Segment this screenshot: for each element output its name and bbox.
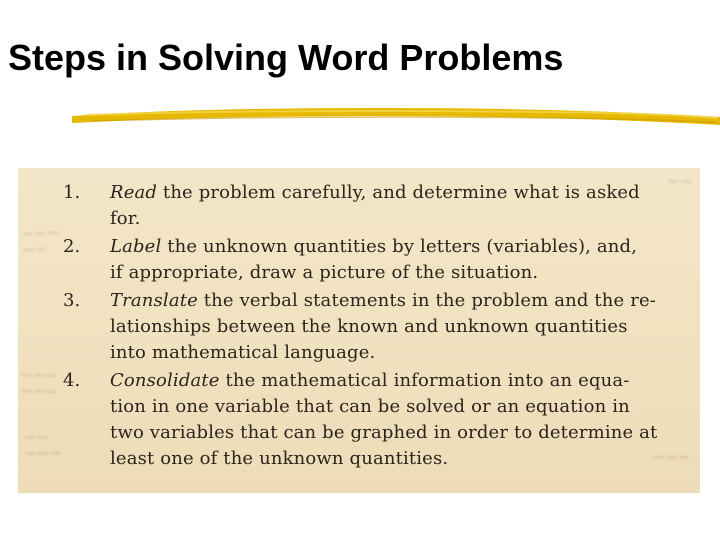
step-line: lationships between the known and unknown quantities bbox=[110, 316, 628, 337]
step-number: 4. bbox=[63, 370, 81, 391]
step-keyword: Read bbox=[110, 182, 158, 203]
step-number: 3. bbox=[63, 290, 81, 311]
step-text bbox=[110, 368, 690, 472]
step-item bbox=[18, 180, 700, 232]
slide-title: Steps in Solving Word Problems bbox=[8, 37, 564, 78]
bleed-through-mark: ∼∼∼ ∼∼∼ bbox=[19, 367, 58, 401]
bleed-through-mark: ∼∼∼ bbox=[652, 450, 690, 466]
step-item bbox=[18, 288, 700, 366]
step-line: into mathematical language. bbox=[110, 342, 376, 363]
step-line: for. bbox=[110, 208, 141, 229]
step-keyword: Label bbox=[110, 236, 162, 257]
step-number: 2. bbox=[63, 236, 81, 257]
step-line bbox=[110, 288, 690, 314]
step-keyword: Translate bbox=[110, 290, 198, 311]
step-text bbox=[110, 234, 690, 286]
step-line bbox=[110, 368, 690, 394]
bleed-through-mark: ∼∼∼ ∼∼ bbox=[21, 225, 60, 259]
title-underline bbox=[72, 103, 720, 131]
step-line-text: the mathematical information into an equa- bbox=[219, 370, 630, 391]
step-item bbox=[18, 368, 700, 472]
steps-list bbox=[18, 180, 700, 474]
step-text bbox=[110, 180, 690, 232]
step-line: if appropriate, draw a picture of the situation. bbox=[110, 262, 539, 283]
step-number: 1. bbox=[63, 182, 81, 203]
step-line-text: the unknown quantities by letters (variables), and, bbox=[161, 236, 638, 257]
step-keyword: Consolidate bbox=[110, 370, 220, 391]
step-line: tion in one variable that can be solved or an equation in bbox=[110, 396, 630, 417]
bleed-through-mark: ∼∼ bbox=[666, 174, 692, 190]
bleed-through-mark: ∼∼ ∼∼∼ bbox=[23, 429, 62, 463]
step-text bbox=[110, 288, 690, 366]
step-line-text: the verbal statements in the problem and the re- bbox=[197, 290, 656, 311]
step-line bbox=[110, 180, 690, 206]
scanned-textbook-excerpt bbox=[18, 168, 700, 493]
step-line: two variables that can be graphed in order to determine at bbox=[110, 422, 658, 443]
step-line: least one of the unknown quantities. bbox=[110, 448, 449, 469]
step-line-text: the problem carefully, and determine what is asked bbox=[157, 182, 640, 203]
step-line bbox=[110, 234, 690, 260]
step-item bbox=[18, 234, 700, 286]
